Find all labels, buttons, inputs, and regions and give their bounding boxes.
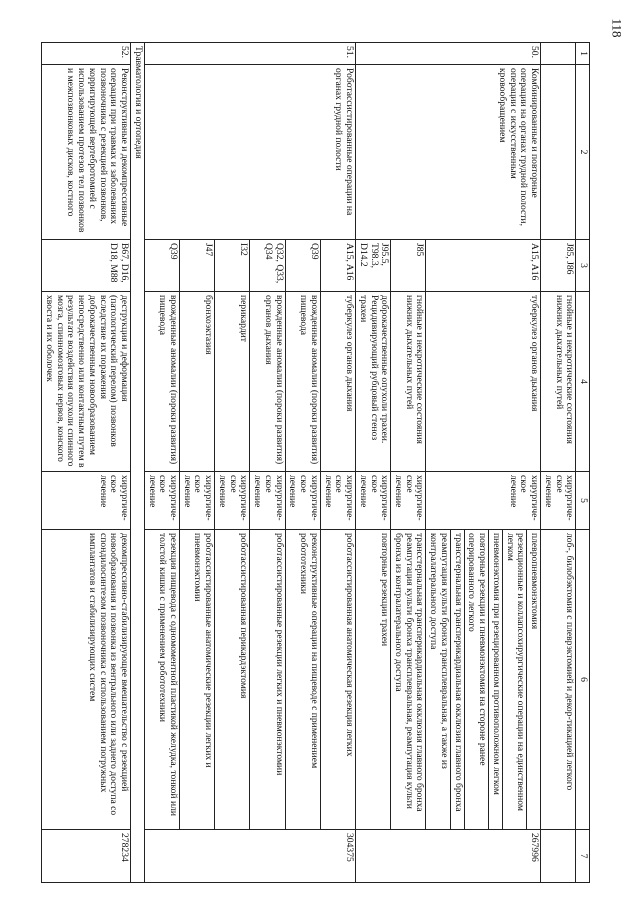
mkb-code: J85, J86 xyxy=(541,240,576,292)
method: роботассистированные анатомические резекции легких и пневмонэктомии xyxy=(180,530,215,830)
col-num-6: 6 xyxy=(576,530,590,830)
method: трансстернальная трансперикардиальная окклюзия главного бронха xyxy=(450,530,464,830)
method: резекционные и коллапсохирургические операции на единственном легком xyxy=(502,530,526,830)
mkb-code: Q39 xyxy=(285,240,320,292)
cost-code: 267996 xyxy=(356,830,541,883)
col-num-3: 3 xyxy=(576,240,590,292)
mkb-code: B67, D16, D18, M88 xyxy=(42,240,131,292)
treatment-type: хирургиче-ское лечение xyxy=(426,472,541,530)
diagnosis: врожденные аномалии (пороки развития) пищевода xyxy=(144,292,179,472)
page-number: 118 xyxy=(609,18,625,38)
method: лоб-, билобэктомия с плеврэктомией и декор-тикацией легкого xyxy=(541,530,576,830)
column-numbers-row xyxy=(576,43,590,883)
col-num-2: 2 xyxy=(576,65,590,240)
diagnosis: врожденные аномалии (пороки развития) пищевода xyxy=(285,292,320,472)
method: роботассистированная анатомическая резекция легких xyxy=(320,530,355,830)
col-num-5: 5 xyxy=(576,472,590,530)
table-row xyxy=(42,43,131,883)
mkb-code: Q32, Q33, Q34 xyxy=(250,240,285,292)
method: повторные резекции и пневмонэктомия на стороне ранее оперированного легкого xyxy=(464,530,488,830)
method: резекция пищевода с одномоментной пластикой желудка, тонкой или толстой кишки с применением робототехники xyxy=(144,530,179,830)
treatment-type: хирургиче-ское лечение xyxy=(42,472,131,530)
method: реконструктивные операции на пищеводе с применением робототехники xyxy=(285,530,320,830)
diagnosis: туберкулез органов дыхания xyxy=(320,292,355,472)
cost-code: 304375 xyxy=(144,830,355,883)
procedure-name: Роботассистированные операции на органах грудной полости xyxy=(144,65,355,240)
col-num-7: 7 xyxy=(576,830,590,883)
mkb-code: A15, A16 xyxy=(320,240,355,292)
section-title: Травматология и ортопедия xyxy=(131,43,145,883)
mkb-code: J95.5, T98.3, D14.2 xyxy=(356,240,391,292)
method: реампутация культи бронха трансплевральная, а также из контралатерального доступа xyxy=(426,530,450,830)
table-row xyxy=(527,43,541,883)
row-number: 52. xyxy=(42,43,131,65)
procedures-table xyxy=(41,42,590,883)
diagnosis: гнойные и некротические состояния нижних дыхательных путей xyxy=(391,292,426,472)
mkb-code: A15, A16 xyxy=(426,240,541,292)
mkb-code: J47 xyxy=(180,240,215,292)
table-row xyxy=(541,43,576,883)
method xyxy=(391,530,426,830)
method-line: реампутация культи бронха трансплевральная, реампутация культи бронха из контралатерального доступа xyxy=(392,533,415,809)
col-num-1: 1 xyxy=(576,43,590,65)
diagnosis: деструкция и деформация (патологический перелом) позвонков вследствие их поражения доброкачественным новообразованием непосредственно или контактным путем в результате воздействия опухоли спинного мозга, спинномозговых нервов, конского хвоста и их оболочек xyxy=(42,292,131,472)
treatment-type: хирургиче-ское лечение xyxy=(356,472,391,530)
diagnosis: врожденные аномалии (пороки развития) органов дыхания xyxy=(250,292,285,472)
mkb-code: Q39 xyxy=(144,240,179,292)
cost-code: 278234 xyxy=(42,830,131,883)
mkb-code: I32 xyxy=(215,240,250,292)
table-row xyxy=(320,43,355,883)
treatment-type: хирургиче-ское лечение xyxy=(144,472,179,530)
row-number: 51. xyxy=(144,43,355,65)
method: плевропневмонэктомия xyxy=(527,530,541,830)
mkb-code: J85 xyxy=(391,240,426,292)
treatment-type: хирургиче-ское лечение xyxy=(285,472,320,530)
section-header-row xyxy=(131,43,145,883)
treatment-type: хирургиче-ское лечение xyxy=(250,472,285,530)
treatment-type: хирургиче-ское лечение xyxy=(320,472,355,530)
treatment-type: хирургиче-ское лечение xyxy=(215,472,250,530)
method: роботассистированные резекции легких и пневмонэктомии xyxy=(250,530,285,830)
method-line: трансстернальная трансперикардиальная окклюзия главного бронха xyxy=(414,533,426,812)
method: пневмонэктомия при резецированном противоположном легком xyxy=(489,530,503,830)
method: повторные резекции трахеи xyxy=(356,530,391,830)
diagnosis: перикардит xyxy=(215,292,250,472)
row-number: 50. xyxy=(356,43,541,65)
col-num-4: 4 xyxy=(576,292,590,472)
diagnosis: гнойные и некротические состояния нижних дыхательных путей xyxy=(541,292,576,472)
method: роботассистированная перикардэктомия xyxy=(215,530,250,830)
procedure-name: Реконструктивные и декомпрессивные операции при травмах и заболеваниях позвоночника с резекцией позвонков, корригирующей вертебротомией с использованием протезов тел позвонков и межпозвонковых дисков, костного xyxy=(42,65,131,240)
diagnosis: бронхоэктазия xyxy=(180,292,215,472)
procedure-name: Комбинированные и повторные операции на органах грудной полости, операции с искусственным кровообращением xyxy=(356,65,541,240)
treatment-type: хирургиче-ское лечение xyxy=(180,472,215,530)
diagnosis: доброкачественные опухоли трахеи. Рецидивирующий рубцовый стеноз трахеи xyxy=(356,292,391,472)
diagnosis: туберкулез органов дыхания xyxy=(426,292,541,472)
method: декомпрессивно-стабилизирующее вмешательство с резекцией новообразования и позвонка из вентрального или заднего доступа со спондилосинтезом позвоночника с использованием погружных имплантатов и стабилизирующих систем xyxy=(42,530,131,830)
treatment-type: хирургиче-ское лечение xyxy=(391,472,426,530)
rotated-table-frame xyxy=(43,42,590,882)
treatment-type: хирургиче-ское лечение xyxy=(541,472,576,530)
